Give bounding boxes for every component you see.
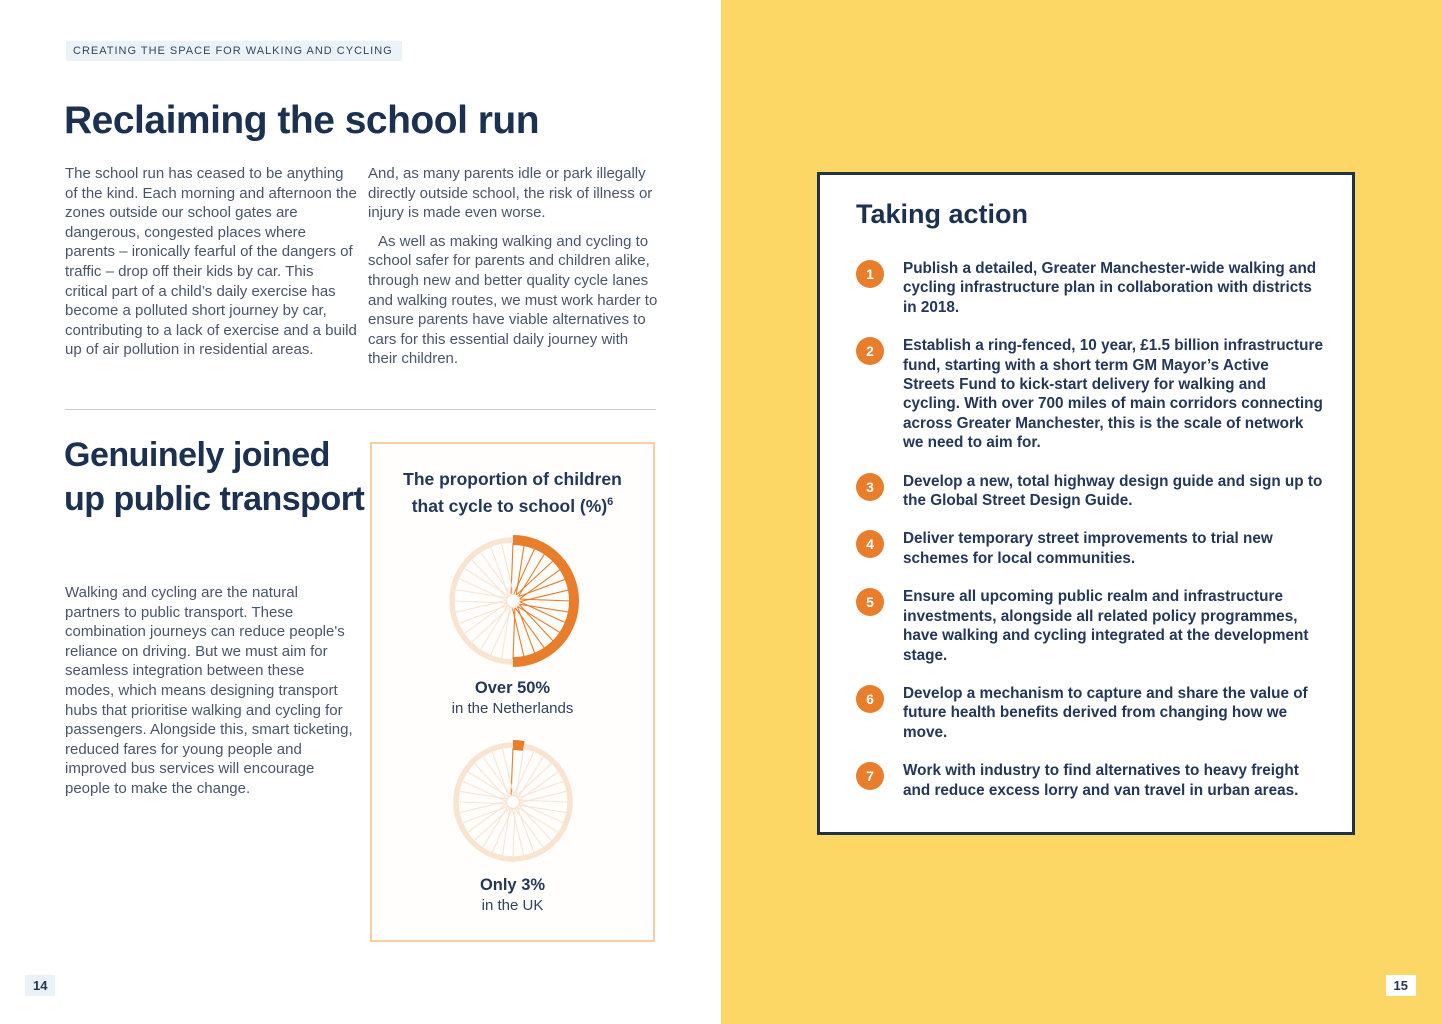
action-number-badge: 2 xyxy=(856,337,884,365)
bicycle-wheel-graphic xyxy=(448,737,578,867)
wheel-value-label: Over 50% xyxy=(474,678,551,697)
page-number-right: 15 xyxy=(1386,975,1416,996)
action-number-badge: 7 xyxy=(856,762,884,790)
cycle-to-school-chart-card xyxy=(370,442,655,942)
action-text: Deliver temporary street improvements to trial new schemes for local communities. xyxy=(903,530,1273,567)
action-number-badge: 6 xyxy=(856,685,884,713)
action-list xyxy=(856,259,1326,819)
section-title: Genuinely joined up public transport xyxy=(64,436,365,518)
right-page xyxy=(721,0,1442,1024)
action-number-badge: 3 xyxy=(856,473,884,501)
action-item-6 xyxy=(856,684,1326,742)
action-text: Publish a detailed, Greater Manchester-wide walking and cycling infrastructure plan in collaboration with districts in 2018. xyxy=(903,260,1317,316)
action-text: Ensure all upcoming public realm and infrastructure investments, alongside all related policy programmes, have walking and cycling integrated at the development stage. xyxy=(903,588,1309,664)
paragraph: As well as making walking and cycling to school safer for parents and children alike, through new and better quality cycle lanes and walking routes, we must work harder to ensure parents have viable alternatives to cars for this essential daily journey with their children. xyxy=(368,232,658,368)
taking-action-card xyxy=(817,172,1355,835)
kicker-tag: CREATING THE SPACE FOR WALKING AND CYCLING xyxy=(66,41,402,61)
body-column-1 xyxy=(65,164,357,360)
section-body xyxy=(65,583,357,799)
action-item-3 xyxy=(856,472,1326,511)
paragraph: Walking and cycling are the natural partners to public transport. These combination journeys can reduce people's reliance on driving. But we must aim for seamless integration between these modes, which means designing transport hubs that prioritise walking and cycling for passengers. Alongside this, smart ticketing, reduced fares for young people and improved bus services will encourage people to make the change. xyxy=(65,584,353,797)
paragraph: The school run has ceased to be anything of the kind. Each morning and afternoon the zones outside our school gates are dangerous, congested places where parents – ironically fearful of the dangers of traffic – drop off their kids by car. This critical part of a child’s daily exercise has become a polluted short journey by car, contributing to a lack of exercise and a build up of air pollution in residential areas. xyxy=(65,165,357,359)
wheel-chart-uk xyxy=(372,737,653,872)
footnote-marker: 6 xyxy=(607,496,614,508)
wheel-region-label: in the Netherlands xyxy=(451,699,574,717)
wheel-value-label: Only 3% xyxy=(479,875,546,894)
action-text: Develop a new, total highway design guide and sign up to the Global Street Design Guide. xyxy=(903,472,1323,510)
action-text: Develop a mechanism to capture and share the value of future health benefits derived from changing how we move. xyxy=(903,684,1308,741)
page-number-left: 14 xyxy=(25,975,55,996)
chart-title-text: The proportion of children that cycle to school (%) xyxy=(403,469,622,516)
page-title: Reclaiming the school run xyxy=(64,99,540,142)
action-number-badge: 1 xyxy=(856,260,884,288)
action-text: Establish a ring-fenced, 10 year, £1.5 billion infrastructure fund, starting with a short term GM Mayor’s Active Streets Fund to kick-start delivery for walking and cycling. With over 700 miles of main corridors connecting across Greater Manchester, this is the scale of network we need to aim for. xyxy=(903,337,1323,452)
action-item-4 xyxy=(856,529,1326,568)
paragraph: And, as many parents idle or park illegally directly outside school, the risk of illness or injury is made even worse. xyxy=(368,165,653,222)
action-number-badge: 4 xyxy=(856,530,884,558)
bicycle-wheel-graphic xyxy=(444,532,582,670)
action-text: Work with industry to find alternatives to heavy freight and reduce excess lorry and van travel in urban areas. xyxy=(903,762,1299,799)
action-item-1 xyxy=(856,259,1326,317)
section-divider xyxy=(65,409,656,410)
wheel-chart-netherlands xyxy=(372,532,653,675)
action-number-badge: 5 xyxy=(856,588,884,616)
chart-title xyxy=(390,468,635,518)
body-column-2 xyxy=(368,164,660,369)
action-item-5 xyxy=(856,587,1326,665)
action-item-7 xyxy=(856,761,1326,800)
action-item-2 xyxy=(856,336,1326,452)
wheel-region-label: in the UK xyxy=(481,896,544,914)
taking-action-title: Taking action xyxy=(856,199,1029,229)
